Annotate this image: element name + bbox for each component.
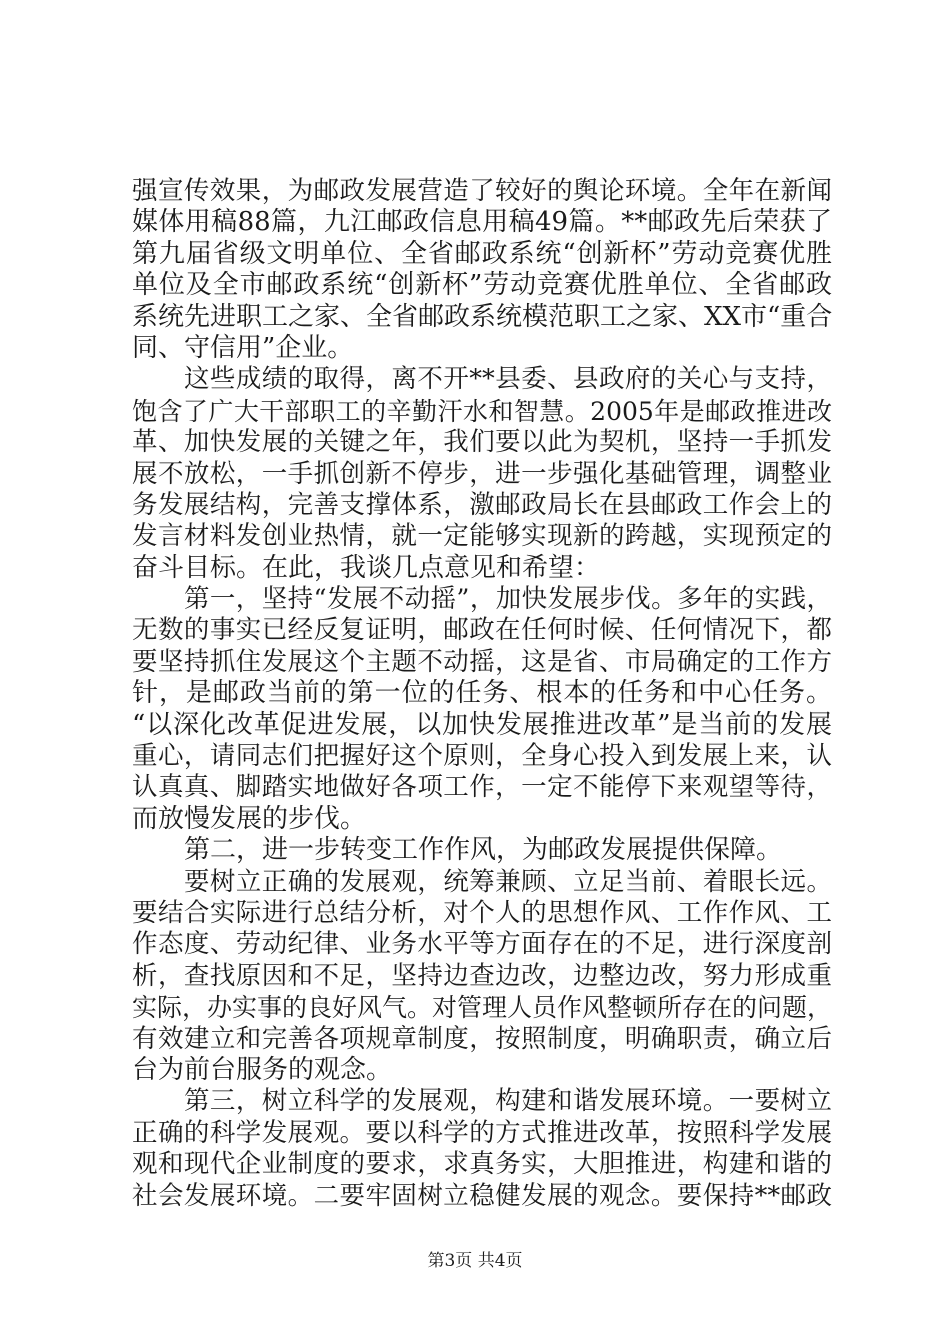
text-line: 正确的科学发展观。要以科学的方式推进改革，按照科学发展: [132, 1117, 832, 1148]
text-line: 第一，坚持“发展不动摇”，加快发展步伐。多年的实践，: [184, 584, 832, 615]
text-line: 强宣传效果，为邮政发展营造了较好的舆论环境。全年在新闻: [132, 176, 832, 206]
text-line: 作态度、劳动纪律、业务水平等方面存在的不足，进行深度剖: [132, 929, 832, 960]
text-line: 奋斗目标。在此，我谈几点意见和希望：: [132, 552, 601, 583]
text-line: 这些成绩的取得，离不开**县委、县政府的关心与支持，: [184, 364, 832, 395]
text-line: 有效建立和完善各项规章制度，按照制度，明确职责，确立后: [132, 1023, 832, 1054]
text-line: 而放慢发展的步伐。: [132, 803, 367, 834]
text-line: “以深化改革促进发展，以加快发展推进改革”是当前的发展: [132, 709, 832, 740]
text-line: 第九届省级文明单位、全省邮政系统“创新杯”劳动竞赛优胜: [132, 238, 832, 269]
text-line: 针，是邮政当前的第一位的任务、根本的任务和中心任务。: [132, 678, 832, 709]
text-line: 要坚持抓住发展这个主题不动摇，这是省、市局确定的工作方: [132, 646, 832, 677]
text-line: 第三，树立科学的发展观，构建和谐发展环境。一要树立: [184, 1086, 832, 1117]
text-line: 务发展结构，完善支撑体系，激邮政局长在县邮政工作会上的: [132, 489, 832, 520]
text-line: 发言材料发创业热情，就一定能够实现新的跨越，实现预定的: [132, 521, 832, 552]
text-line: 系统先进职工之家、全省邮政系统模范职工之家、XX市“重合: [132, 301, 833, 332]
text-line: 无数的事实已经反复证明，邮政在任何时候、任何情况下，都: [132, 615, 832, 646]
text-line: 观和现代企业制度的要求，求真务实，大胆推进，构建和谐的: [132, 1149, 832, 1180]
text-line: 析，查找原因和不足，坚持边查边改，边整边改，努力形成重: [132, 960, 832, 991]
text-line: 台为前台服务的观念。: [132, 1054, 393, 1085]
text-line: 饱含了广大干部职工的辛勤汗水和智慧。2005年是邮政推进改: [132, 396, 832, 426]
text-line: 展不放松，一手抓创新不停步，进一步强化基础管理，调整业: [132, 458, 832, 489]
text-line: 实际，办实事的良好风气。对管理人员作风整顿所存在的问题，: [132, 993, 833, 1023]
text-line: 单位及全市邮政系统“创新杯”劳动竞赛优胜单位、全省邮政: [132, 270, 832, 301]
text-line: 要结合实际进行总结分析，对个人的思想作风、工作作风、工: [132, 897, 832, 928]
text-line: 社会发展环境。二要牢固树立稳健发展的观念。要保持**邮政: [132, 1180, 832, 1211]
text-line: 第二，进一步转变工作作风，为邮政发展提供保障。: [184, 835, 783, 866]
text-line: 革、加快发展的关键之年，我们要以此为契机，坚持一手抓发: [132, 427, 832, 458]
text-line: 认真真、脚踏实地做好各项工作，一定不能停下来观望等待，: [132, 772, 832, 803]
document-body: [132, 176, 832, 1212]
text-line: 要树立正确的发展观，统筹兼顾、立足当前、着眼长远。: [184, 866, 832, 897]
text-line: 媒体用稿88篇，九江邮政信息用稿49篇。**邮政先后荣获了: [132, 207, 832, 238]
text-line: 同、守信用”企业。: [132, 332, 354, 363]
text-line: 重心，请同志们把握好这个原则，全身心投入到发展上来，认: [132, 741, 832, 772]
page-footer: 第3页 共4页: [427, 1251, 523, 1271]
